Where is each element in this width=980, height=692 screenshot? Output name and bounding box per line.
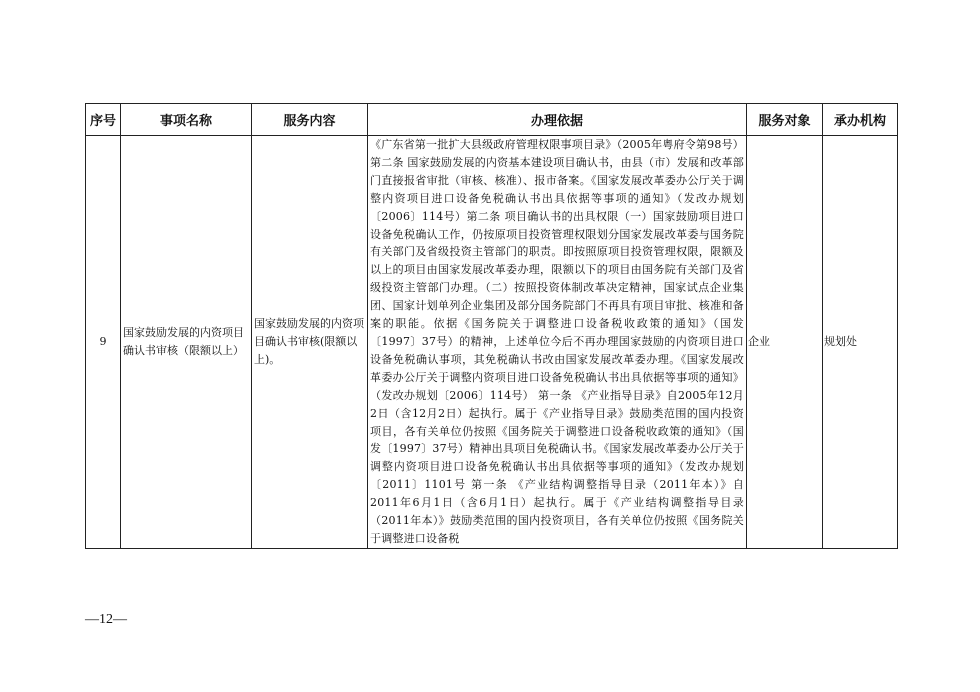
cell-service-content: 国家鼓励发展的内资项目确认书审核(限额以上)。 [252, 136, 368, 549]
header-service-target: 服务对象 [747, 104, 823, 136]
header-service-content: 服务内容 [252, 104, 368, 136]
table-row [86, 136, 898, 549]
header-organization: 承办机构 [823, 104, 898, 136]
cell-item-name: 国家鼓励发展的内资项目确认书审核（限额以上） [121, 136, 252, 549]
cell-seq: 9 [86, 136, 121, 549]
table-header-row [86, 104, 898, 136]
cell-organization: 规划处 [823, 136, 898, 549]
header-basis: 办理依据 [368, 104, 747, 136]
cell-service-target: 企业 [747, 136, 823, 549]
header-item-name: 事项名称 [121, 104, 252, 136]
service-table [85, 103, 898, 549]
cell-basis: 《广东省第一批扩大县级政府管理权限事项目录》（2005年粤府令第98号） 第二条 国家鼓励发展的内资基本建设项目确认书，由县（市）发展和改革部门直接报省审批（审核、核准）、报市备案。《国家发展改革委办公厅关于调整内资项目进口设备免税确认书出具依据等事项的通知》（发改办规划〔2006〕114号）第二条 项目确认书的出具权限（一）国家鼓励项目进口设备免税确认工作，仍按原项目投资管理权限划分国家发展改革委与国务院有关部门及省级投资主管部门的职责。即按照原项目投资管理权限，限额及以上的项目由国家发展改革委办理，限额以下的项目由国务院有关部门及省级投资主管部门办理。（二）按照投资体制改革决定精神，国家试点企业集团、国家计划单列企业集团及部分国务院部门不再具有项目审批、核准和备案的职能。依据《国务院关于调整进口设备税收政策的通知》（国发〔1997〕37号）的精神，上述单位今后不再办理国家鼓励的内资项目进口设备免税确认事项，其免税确认书改由国家发展改革委办理。《国家发展改革委办公厅关于调整内资项目进口设备免税确认书出具依据等事项的通知》（发改办规划〔2006〕114号） 第一条 《产业指导目录》自2005年12月2日（含12月2日）起执行。属于《产业指导目录》鼓励类范围的国内投资项目，各有关单位仍按照《国务院关于调整进口设备税收政策的通知》（国发〔1997〕37号）精神出具项目免税确认书。《国家发展改革委办公厅关于调整内资项目进口设备免税确认书出具依据等事项的通知》（发改办规划〔2011〕1101号 第一条 《产业结构调整指导目录（2011年本）》自2011年6月1日（含6月1日）起执行。属于《产业结构调整指导目录（2011年本）》鼓励类范围的国内投资项目，各有关单位仍按照《国务院关于调整进口设备税 [368, 136, 747, 549]
header-seq: 序号 [86, 104, 121, 136]
page-number: —12— [85, 612, 127, 627]
